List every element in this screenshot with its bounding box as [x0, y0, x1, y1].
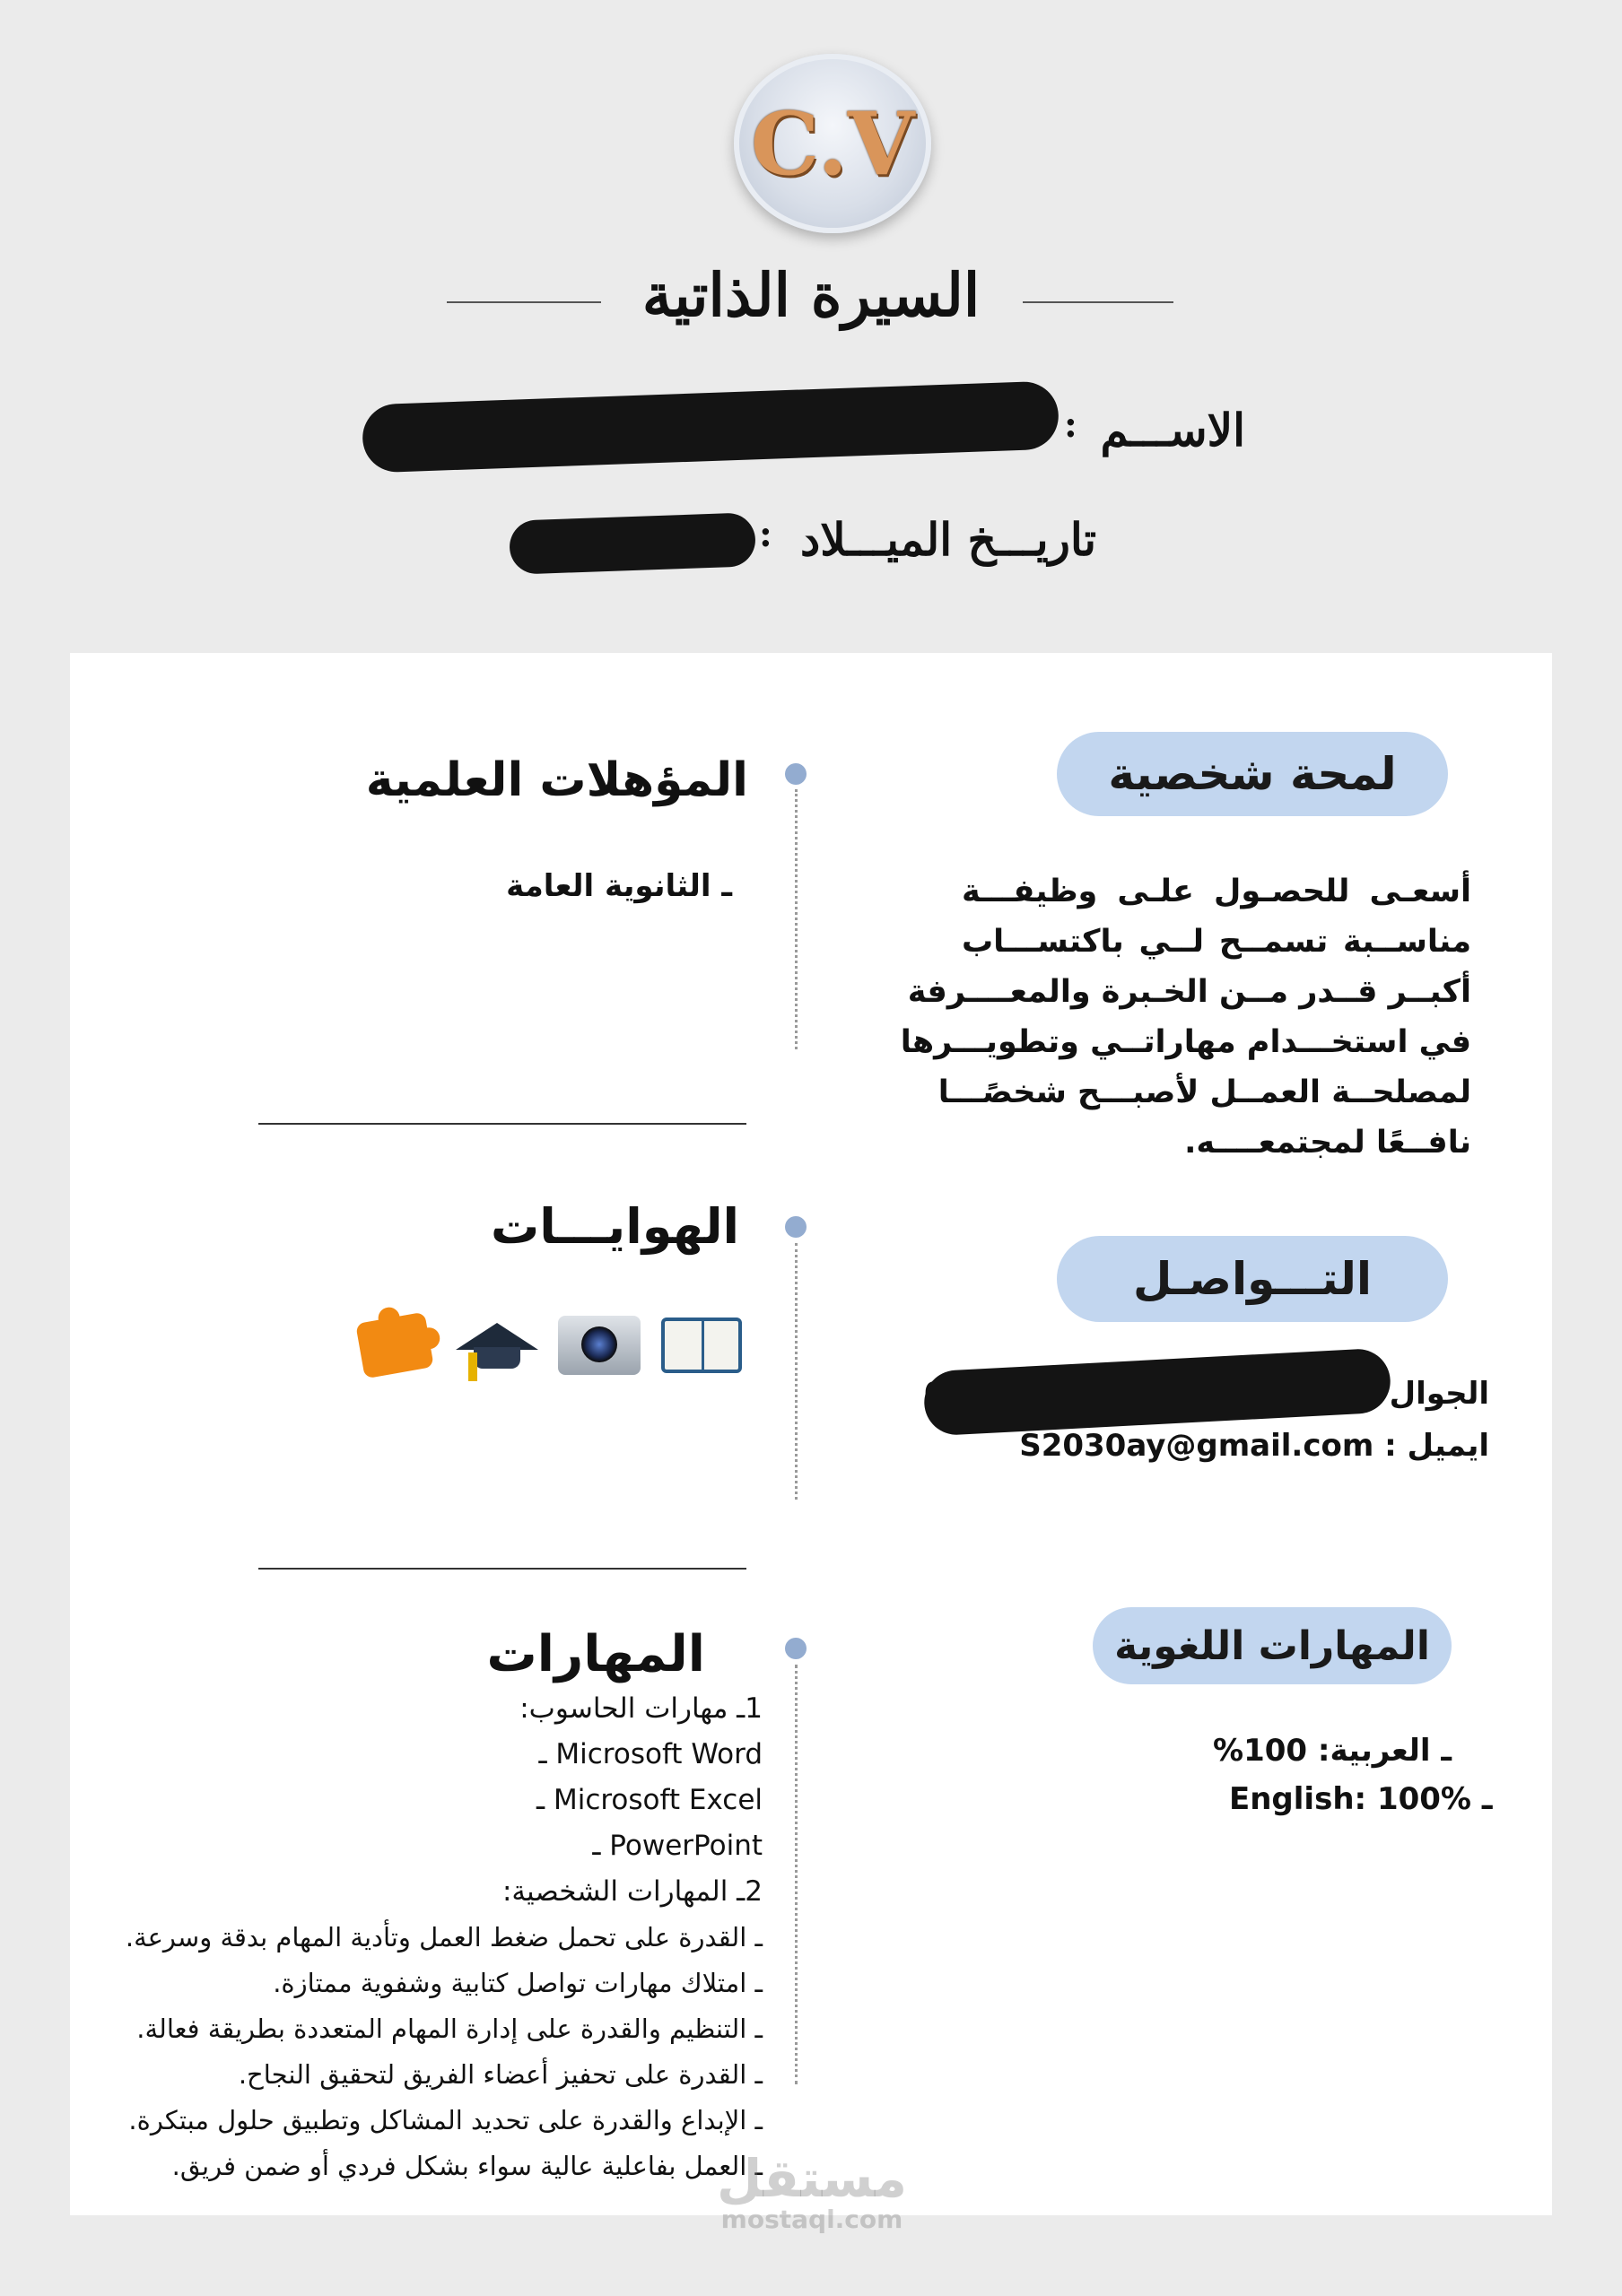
hobbies-icons — [332, 1309, 745, 1381]
timeline-line — [795, 789, 798, 1049]
skill-item: Microsoft Excel ـ — [536, 1784, 763, 1816]
languages-heading-text: المهارات اللغوية — [1114, 1622, 1430, 1669]
birth-date-label: تاريـــخ الميـــلاد — [799, 513, 1096, 566]
book-icon — [658, 1309, 745, 1381]
birth-date-separator: : — [759, 513, 772, 555]
watermark-latin: mostaql.com — [720, 2205, 903, 2234]
profile-line: في استخـــدام مهاراتــي وتطويـــرها — [900, 1024, 1471, 1060]
graduation-cap-icon — [454, 1309, 540, 1381]
timeline-dot — [785, 763, 807, 785]
timeline-dot — [785, 1638, 807, 1659]
timeline-dot — [785, 1216, 807, 1238]
skill-item: ـ الإبداع والقدرة على تحديد المشاكل وتطبيق حلول مبتكرة. — [128, 2105, 763, 2135]
profile-heading-text: لمحة شخصية — [1108, 748, 1397, 800]
skill-item: ـ القدرة على تحمل ضغط العمل وتأدية المهام بدقة وسرعة. — [125, 1922, 763, 1952]
puzzle-icon — [352, 1309, 438, 1381]
camera-icon — [556, 1309, 642, 1381]
qualifications-heading: المؤهلات العلمية — [365, 753, 748, 807]
profile-text — [900, 866, 1471, 1168]
skill-item: ـ القدرة على تحفيز أعضاء الفريق لتحقيق النجاح. — [238, 2059, 763, 2090]
birth-date-redaction — [509, 512, 756, 575]
name-redaction — [362, 380, 1060, 473]
qualification-item: ـ الثانوية العامة — [506, 868, 732, 904]
profile-line: نافــعًا لمجتمعــــه. — [1184, 1125, 1471, 1161]
language-item: ـ العربية: 100% — [1213, 1733, 1452, 1769]
profile-line: لمصلحــة العمــل لأصبـــح شخصًـــا — [937, 1074, 1471, 1110]
timeline-line — [795, 1243, 798, 1500]
timeline-line — [795, 1665, 798, 2084]
mostaql-watermark — [700, 2148, 924, 2234]
mobile-label: الجوال — [1389, 1376, 1489, 1412]
section-divider — [258, 1123, 746, 1125]
skills-subtitle: 1ـ مهارات الحاسوب: — [519, 1692, 763, 1725]
contact-heading — [1057, 1236, 1448, 1322]
skill-item: ـ التنظيم والقدرة على إدارة المهام المتعددة بطريقة فعالة. — [136, 2013, 763, 2044]
profile-line: أسعـى للحصـول علـى وظيفـــة — [962, 874, 1471, 909]
name-separator: : — [1064, 404, 1077, 446]
skills-subtitle: 2ـ المهارات الشخصية: — [501, 1875, 763, 1908]
skill-item: ـ امتلاك مهارات تواصل كتابية وشفوية ممتازة. — [273, 1968, 763, 1998]
skill-item: Microsoft Word ـ — [538, 1738, 763, 1770]
profile-line: أكبــر قــدر مــن الخـبرة والمعــــرفة — [907, 974, 1471, 1010]
skill-item: ـ العمل بفاعلية عالية سواء بشكل فردي أو ضمن فريق. — [171, 2151, 763, 2181]
skills-heading: المهارات — [486, 1625, 705, 1683]
section-divider — [258, 1568, 746, 1570]
skills-list — [45, 1686, 763, 2189]
email-line[interactable]: ايميل : S2030ay@gmail.com — [1019, 1428, 1489, 1464]
languages-heading — [1093, 1607, 1452, 1684]
name-label: الاســـم — [1100, 404, 1245, 457]
cv-logo — [734, 54, 931, 233]
profile-heading — [1057, 732, 1448, 816]
skill-item: PowerPoint ـ — [592, 1830, 763, 1862]
language-item: English: 100% ـ — [1229, 1781, 1493, 1817]
profile-line: مناســبة تسمــح لــي باكتســـاب — [962, 924, 1471, 960]
cv-logo-text: C.V — [750, 92, 915, 195]
page-title: السيرة الذاتية — [641, 260, 981, 330]
contact-heading-text: التـــواصـل — [1132, 1253, 1373, 1305]
watermark-arabic: مستقل — [716, 2148, 908, 2209]
hobbies-heading: الهوايـــات — [491, 1198, 739, 1255]
